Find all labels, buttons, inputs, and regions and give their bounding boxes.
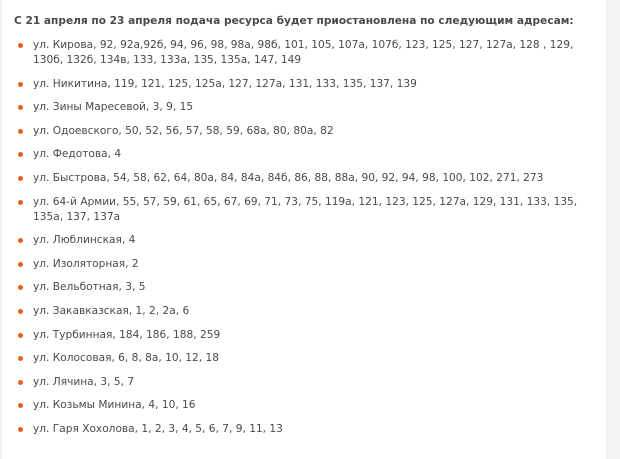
address-text: ул. Одоевского, 50, 52, 56, 57, 58, 59, 68а, 80, 80а, 82 — [33, 124, 334, 137]
bullet-icon — [18, 105, 23, 110]
announcement-heading: С 21 апреля по 23 апреля подача ресурса будет приостановлена по следующим адресам: — [14, 15, 574, 27]
address-text: ул. Зины Маресевой, 3, 9, 15 — [33, 101, 194, 114]
bullet-icon — [18, 309, 23, 314]
bullet-icon — [18, 333, 23, 338]
address-text: ул. Кирова, 92, 92а,92б, 94, 96, 98, 98а, 98б, 101, 105, 107а, 107б, 123, 125, 127, 127а, 128 , 129, 130б, 132б, 134в, 133, 133а, 135, 135а, 147, 149 — [33, 39, 574, 66]
address-text: ул. Вельботная, 3, 5 — [33, 281, 146, 294]
address-text: ул. Федотова, 4 — [33, 148, 122, 161]
bullet-icon — [18, 176, 23, 181]
address-text: ул. Гаря Хохолова, 1, 2, 3, 4, 5, 6, 7, 9, 11, 13 — [33, 422, 283, 435]
bullet-icon — [18, 403, 23, 408]
bullet-icon — [18, 82, 23, 87]
address-item — [14, 328, 596, 343]
bullet-icon — [18, 43, 23, 48]
bullet-icon — [18, 262, 23, 267]
address-text: ул. Закавказская, 1, 2, 2а, 6 — [33, 304, 190, 317]
address-item — [14, 257, 596, 272]
bullet-icon — [18, 238, 23, 243]
address-text: ул. Лячина, 3, 5, 7 — [33, 375, 135, 388]
bullet-icon — [18, 380, 23, 385]
address-item — [14, 375, 596, 390]
address-item — [14, 351, 596, 366]
content-panel — [2, 0, 606, 459]
address-text: ул. Изоляторная, 2 — [33, 257, 139, 270]
bullet-icon — [18, 356, 23, 361]
address-item — [14, 422, 596, 437]
address-text: ул. Козьмы Минина, 4, 10, 16 — [33, 399, 196, 412]
bullet-icon — [18, 285, 23, 290]
address-list — [14, 38, 596, 437]
address-item — [14, 38, 596, 68]
address-text: ул. Турбинная, 184, 186, 188, 259 — [33, 328, 221, 341]
address-item — [14, 100, 596, 115]
address-text: ул. Быстрова, 54, 58, 62, 64, 80а, 84, 84а, 84б, 86, 88, 88а, 90, 92, 94, 98, 100, 102, 271, 273 — [33, 171, 544, 184]
address-item — [14, 280, 596, 295]
address-item — [14, 304, 596, 319]
address-item — [14, 147, 596, 162]
bullet-icon — [18, 200, 23, 205]
address-text: ул. Люблинская, 4 — [33, 234, 136, 247]
bullet-icon — [18, 427, 23, 432]
address-item — [14, 124, 596, 139]
address-item — [14, 195, 596, 225]
address-item — [14, 398, 596, 413]
address-text: ул. Никитина, 119, 121, 125, 125а, 127, 127а, 131, 133, 135, 137, 139 — [33, 77, 417, 90]
address-text: ул. Колосовая, 6, 8, 8а, 10, 12, 18 — [33, 352, 220, 365]
address-item — [14, 171, 596, 186]
address-text: ул. 64-й Армии, 55, 57, 59, 61, 65, 67, 69, 71, 73, 75, 119а, 121, 123, 125, 127а, 129, 131, 133, 135, 135а, 137, 137а — [33, 195, 578, 223]
bullet-icon — [18, 152, 23, 157]
address-item — [14, 233, 596, 248]
address-item — [14, 77, 596, 92]
bullet-icon — [18, 129, 23, 134]
